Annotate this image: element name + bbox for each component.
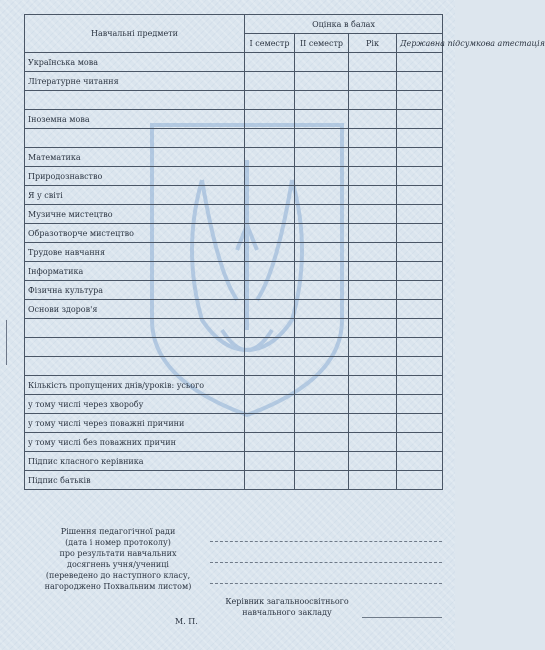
subject-name: Я у світі: [25, 186, 245, 205]
grade-cell[interactable]: [295, 262, 349, 281]
table-row: [25, 224, 443, 243]
subject-name: [25, 338, 245, 357]
grade-cell[interactable]: [295, 148, 349, 167]
grades-table: [24, 14, 545, 490]
grade-cell[interactable]: [397, 376, 443, 395]
grade-cell[interactable]: [295, 72, 349, 91]
grade-cell[interactable]: [295, 395, 349, 414]
grade-cell[interactable]: [295, 224, 349, 243]
grade-cell[interactable]: [397, 433, 443, 452]
grade-cell[interactable]: [349, 376, 397, 395]
subject-name: Природознавство: [25, 167, 245, 186]
grade-cell[interactable]: [245, 414, 295, 433]
director-signature-line: [362, 617, 442, 618]
subject-name: Літературне читання: [25, 72, 245, 91]
grade-cell[interactable]: [245, 186, 295, 205]
pedagogical-council-decision: Рішення педагогічної ради (дата і номер протоколу) про результати навчальних досягнень учня/учениці (переведено до наступного класу, нагороджено Похвальним листом): [44, 527, 192, 591]
grade-cell[interactable]: [245, 129, 295, 148]
decision-line-1: [210, 541, 442, 542]
grade-cell[interactable]: [349, 72, 397, 91]
grade-cell[interactable]: [295, 452, 349, 471]
grade-cell[interactable]: [245, 433, 295, 452]
table-row: [25, 281, 443, 300]
grade-cell[interactable]: [397, 91, 443, 110]
director-caption: Керівник загальноосвітнього навчального закладу: [225, 597, 349, 617]
grade-cell[interactable]: [397, 243, 443, 262]
grade-cell[interactable]: [397, 148, 443, 167]
grade-cell[interactable]: [349, 414, 397, 433]
grade-cell[interactable]: [295, 338, 349, 357]
table-row: [25, 319, 443, 338]
table-row: [25, 357, 443, 376]
grade-cell[interactable]: [245, 338, 295, 357]
grade-cell[interactable]: [397, 319, 443, 338]
subject-name: Підпис класного керівника: [25, 452, 245, 471]
col-state-attestation: Державна підсумкова атестація: [397, 34, 443, 53]
grade-cell[interactable]: [349, 205, 397, 224]
table-row: [25, 395, 443, 414]
grade-cell[interactable]: [397, 357, 443, 376]
grade-cell[interactable]: [397, 395, 443, 414]
grade-cell[interactable]: [295, 471, 349, 490]
subject-name: [25, 319, 245, 338]
table-row: [25, 72, 443, 91]
grade-cell[interactable]: [349, 53, 397, 72]
table-row: [25, 186, 443, 205]
subject-name: Українська мова: [25, 53, 245, 72]
table-row: [25, 243, 443, 262]
table-row: [25, 376, 443, 395]
grade-cell[interactable]: [397, 53, 443, 72]
header-grades: Оцінка в балах: [245, 15, 443, 34]
grade-cell[interactable]: [397, 452, 443, 471]
subject-name: Математика: [25, 148, 245, 167]
table-row: [25, 91, 443, 110]
grade-cell[interactable]: [397, 72, 443, 91]
grade-cell[interactable]: [245, 376, 295, 395]
table-row: [25, 338, 443, 357]
grade-cell[interactable]: [295, 110, 349, 129]
subject-name: у тому числі без поважних причин: [25, 433, 245, 452]
grade-cell[interactable]: [295, 414, 349, 433]
subject-name: [25, 91, 245, 110]
table-row: [25, 262, 443, 281]
decision-line-2: [210, 562, 442, 563]
grade-cell[interactable]: [349, 471, 397, 490]
grade-cell[interactable]: [245, 262, 295, 281]
subject-name: Фізична культура: [25, 281, 245, 300]
grade-cell[interactable]: [245, 224, 295, 243]
grade-cell[interactable]: [349, 129, 397, 148]
grade-cell[interactable]: [349, 91, 397, 110]
grade-cell[interactable]: [245, 452, 295, 471]
grade-cell[interactable]: [245, 53, 295, 72]
grade-cell[interactable]: [349, 148, 397, 167]
decision-line-3: [210, 583, 442, 584]
grade-cell[interactable]: [349, 357, 397, 376]
grade-cell[interactable]: [397, 338, 443, 357]
subject-name: у тому числі через поважні причини: [25, 414, 245, 433]
table-row: [25, 167, 443, 186]
grade-cell[interactable]: [295, 205, 349, 224]
grade-cell[interactable]: [397, 224, 443, 243]
table-row: [25, 414, 443, 433]
grade-cell[interactable]: [295, 129, 349, 148]
grade-cell[interactable]: [245, 91, 295, 110]
grade-cell[interactable]: [349, 433, 397, 452]
col-year: Рік: [349, 34, 397, 53]
grade-cell[interactable]: [397, 300, 443, 319]
stamp-place: М. П.: [175, 617, 198, 626]
margin-mark: [6, 320, 7, 365]
col-semester-2: ІІ семестр: [295, 34, 349, 53]
grade-cell[interactable]: [397, 471, 443, 490]
grade-cell[interactable]: [245, 72, 295, 91]
header-subjects: Навчальні предмети: [25, 15, 245, 53]
grade-cell[interactable]: [295, 300, 349, 319]
subject-name: Кількість пропущених днів/уроків: усього: [25, 376, 245, 395]
table-row: [25, 452, 443, 471]
grade-cell[interactable]: [349, 452, 397, 471]
subject-name: Музичне мистецтво: [25, 205, 245, 224]
table-row: [25, 433, 443, 452]
subject-name: [25, 357, 245, 376]
grade-cell[interactable]: [397, 262, 443, 281]
grade-cell[interactable]: [397, 167, 443, 186]
grade-cell[interactable]: [349, 395, 397, 414]
subject-name: Інформатика: [25, 262, 245, 281]
grade-cell[interactable]: [245, 357, 295, 376]
grade-cell[interactable]: [349, 338, 397, 357]
grade-cell[interactable]: [295, 357, 349, 376]
grade-cell[interactable]: [245, 281, 295, 300]
grade-cell[interactable]: [245, 243, 295, 262]
table-row: [25, 471, 443, 490]
subject-name: Підпис батьків: [25, 471, 245, 490]
grade-cell[interactable]: [349, 186, 397, 205]
table-row: [25, 148, 443, 167]
grade-cell[interactable]: [295, 319, 349, 338]
grade-cell[interactable]: [349, 262, 397, 281]
grade-cell[interactable]: [349, 110, 397, 129]
subject-name: Іноземна мова: [25, 110, 245, 129]
grade-cell[interactable]: [295, 433, 349, 452]
grade-cell[interactable]: [245, 167, 295, 186]
col-semester-1: І семестр: [245, 34, 295, 53]
grade-cell[interactable]: [295, 53, 349, 72]
subject-name: Трудове навчання: [25, 243, 245, 262]
grade-cell[interactable]: [397, 414, 443, 433]
subject-name: Основи здоров'я: [25, 300, 245, 319]
subject-name: у тому числі через хворобу: [25, 395, 245, 414]
grade-cell[interactable]: [397, 129, 443, 148]
grade-cell[interactable]: [245, 110, 295, 129]
grade-cell[interactable]: [245, 471, 295, 490]
subject-name: Образотворче мистецтво: [25, 224, 245, 243]
grade-cell[interactable]: [397, 186, 443, 205]
grade-cell[interactable]: [295, 186, 349, 205]
grade-cell[interactable]: [349, 167, 397, 186]
grade-cell[interactable]: [397, 205, 443, 224]
table-row: [25, 110, 443, 129]
grade-cell[interactable]: [245, 148, 295, 167]
grade-cell[interactable]: [245, 205, 295, 224]
grade-cell[interactable]: [349, 224, 397, 243]
grade-cell[interactable]: [295, 376, 349, 395]
grade-cell[interactable]: [295, 91, 349, 110]
grade-cell[interactable]: [397, 110, 443, 129]
grade-cell[interactable]: [295, 243, 349, 262]
grade-cell[interactable]: [349, 300, 397, 319]
grade-cell[interactable]: [245, 300, 295, 319]
table-row: [25, 300, 443, 319]
table-row: [25, 53, 443, 72]
table-row: [25, 129, 443, 148]
grade-cell[interactable]: [245, 319, 295, 338]
table-row: [25, 205, 443, 224]
subject-name: [25, 129, 245, 148]
grade-cell[interactable]: [245, 395, 295, 414]
grade-cell[interactable]: [349, 319, 397, 338]
grade-cell[interactable]: [397, 281, 443, 300]
grade-cell[interactable]: [295, 167, 349, 186]
grade-cell[interactable]: [349, 281, 397, 300]
grade-cell[interactable]: [295, 281, 349, 300]
grade-cell[interactable]: [349, 243, 397, 262]
